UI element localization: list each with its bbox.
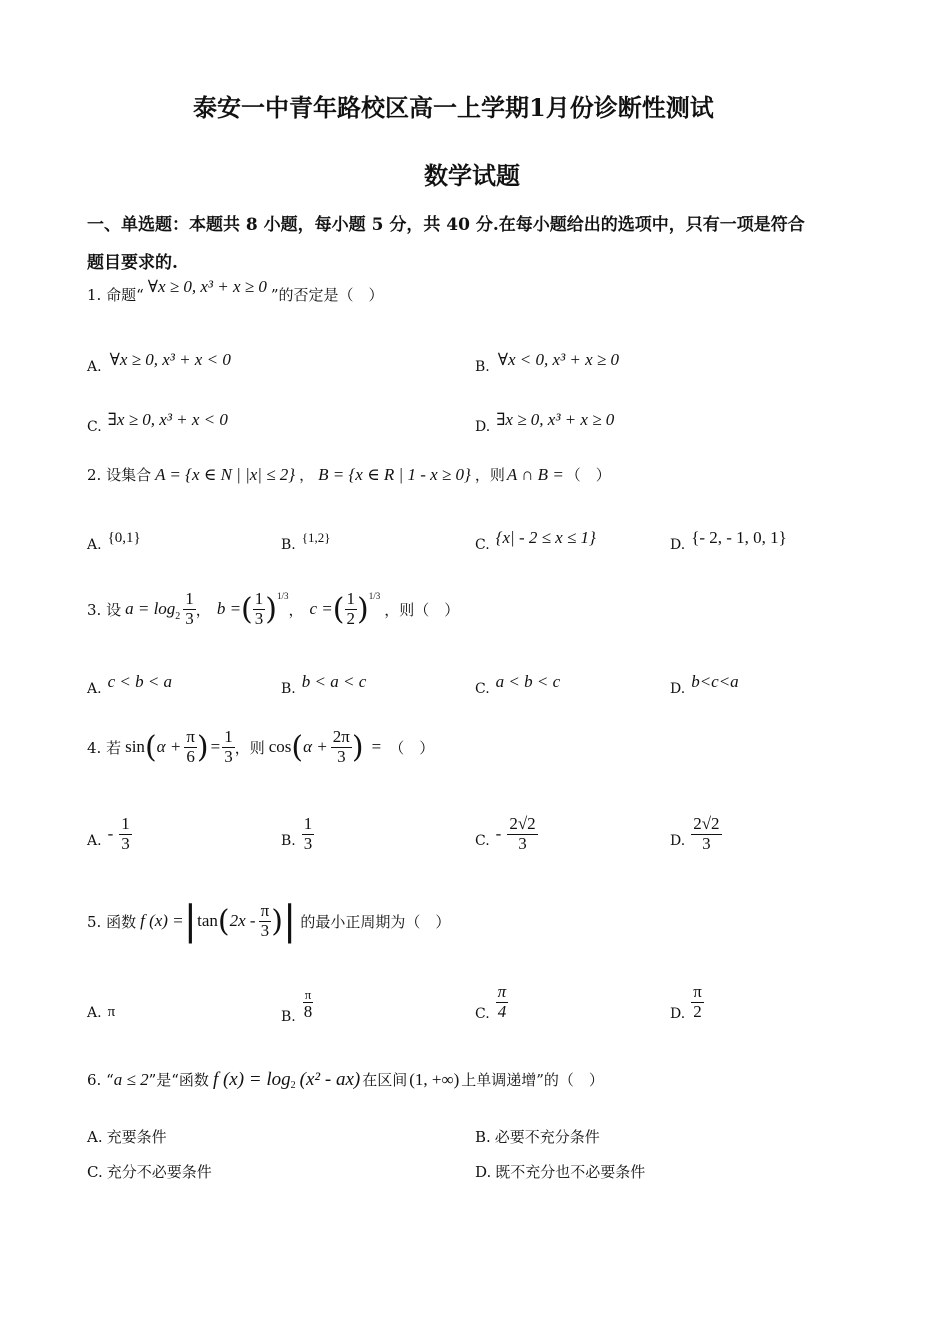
question-4: 4. 若 sin ( α + $\frac{\pi}{6}$ ) = $\frac{1}{3}$ ，则 cos ( α + $\frac{2\pi}{3}$ ) = （ ） bbox=[87, 727, 435, 766]
q6-interval: (1, +∞) bbox=[409, 1069, 460, 1089]
q1-option-c-text: ∃x ≥ 0, x³ + x < 0 bbox=[107, 410, 228, 429]
q4-option-b-fraction: $\frac{1}{3}$ bbox=[303, 814, 313, 853]
q2-option-a[interactable]: A. {0,1} bbox=[87, 529, 141, 553]
q6-option-b-text: 必要不充分条件 bbox=[494, 1128, 600, 1146]
q2-number: 2. 设集合 bbox=[87, 466, 152, 484]
q3-a-def: a = log bbox=[125, 599, 176, 619]
q3-option-b[interactable]: B. b < a < c bbox=[281, 672, 367, 697]
q6-option-a-text: 充要条件 bbox=[106, 1128, 167, 1146]
q4-option-a[interactable]: A. - $\frac{1}{3}$ bbox=[87, 814, 130, 853]
question-2: 2. 设集合 A = {x ∈ N | |x| ≤ 2} ， B = {x ∈ R | 1 - x ≥ 0} ，则 A ∩ B = （ ） bbox=[87, 464, 611, 484]
q3-option-a[interactable]: A. c < b < a bbox=[87, 672, 173, 697]
q2-option-c-text: {x| - 2 ≤ x ≤ 1} bbox=[495, 528, 596, 547]
q6-condition: a ≤ 2 bbox=[113, 1069, 149, 1089]
q4-pi-over-6: $\frac{\pi}{6}$ bbox=[186, 727, 195, 766]
q1-number: 1. 命题“ bbox=[87, 286, 144, 304]
q5-pi-over-3: $\frac{\pi}{3}$ bbox=[260, 900, 270, 940]
q3-option-d-text: b<c<a bbox=[691, 672, 739, 691]
q3-option-b-text: b < a < c bbox=[301, 672, 367, 691]
q6-option-c-text: 充分不必要条件 bbox=[106, 1163, 212, 1181]
q4-option-c-fraction: $\frac{2√2}{3}$ bbox=[509, 814, 536, 853]
q5-option-d[interactable]: D. $\frac{\pi}{2}$ bbox=[670, 981, 702, 1022]
q5-option-a[interactable]: A. π bbox=[87, 1004, 116, 1021]
q3-c-fraction: $\frac{1}{2}$ bbox=[346, 589, 356, 628]
q5-option-c[interactable]: C. $\frac{\pi}{4}$ bbox=[475, 981, 507, 1022]
q4-option-a-fraction: $\frac{1}{3}$ bbox=[121, 814, 130, 853]
q3-a-fraction: $\frac{1}{3}$ bbox=[185, 589, 194, 628]
q1-option-d-text: ∃x ≥ 0, x³ + x ≥ 0 bbox=[496, 410, 615, 429]
q2-option-a-text: {0,1} bbox=[107, 529, 141, 546]
q3-option-c-text: a < b < c bbox=[495, 672, 561, 691]
q5-option-c-fraction: $\frac{\pi}{4}$ bbox=[497, 981, 507, 1021]
q4-number: 4. 若 bbox=[87, 738, 122, 757]
section-instructions-line1: 一、单选题：本题共 8 小题，每小题 5 分，共 40 分.在每小题给出的选项中，只有一项是符合 bbox=[87, 215, 805, 235]
q1-tail: ”的否定是（ ） bbox=[270, 286, 384, 304]
q4-one-third: $\frac{1}{3}$ bbox=[224, 727, 233, 766]
section-instructions-line2: 题目要求的. bbox=[87, 253, 178, 273]
q5-option-b-fraction: $\frac{\pi}{8}$ bbox=[303, 987, 313, 1022]
q3-c-exponent: 1/3 bbox=[368, 591, 381, 602]
q1-option-c[interactable]: C. ∃x ≥ 0, x³ + x < 0 bbox=[87, 410, 228, 435]
q3-b-exponent: 1/3 bbox=[276, 591, 289, 602]
q5-option-b[interactable]: B. $\frac{\pi}{8}$ bbox=[281, 987, 313, 1025]
q1-option-d[interactable]: D. ∃x ≥ 0, x³ + x ≥ 0 bbox=[475, 410, 615, 435]
q3-option-a-text: c < b < a bbox=[107, 672, 173, 691]
q4-2pi-over-3: $\frac{2\pi}{3}$ bbox=[332, 727, 350, 766]
q1-option-b-text: ∀x < 0, x³ + x ≥ 0 bbox=[497, 350, 620, 369]
q2-option-d-text: {- 2, - 1, 0, 1} bbox=[691, 528, 787, 547]
q3-c-def: c = bbox=[309, 599, 333, 619]
q6-option-c[interactable]: C. 充分不必要条件 bbox=[87, 1162, 212, 1181]
q2-option-b[interactable]: B. {1,2} bbox=[281, 530, 331, 553]
q6-function: f (x) = log bbox=[212, 1068, 291, 1090]
q2-set-b: B = {x ∈ R | 1 - x ≥ 0} bbox=[318, 464, 471, 484]
q3-option-d[interactable]: D. b<c<a bbox=[670, 672, 739, 697]
q1-option-a-text: ∀x ≥ 0, x³ + x < 0 bbox=[109, 350, 231, 369]
q3-b-fraction: $\frac{1}{3}$ bbox=[254, 589, 264, 628]
q4-option-b[interactable]: B. $\frac{1}{3}$ bbox=[281, 814, 313, 853]
q2-option-c[interactable]: C. {x| - 2 ≤ x ≤ 1} bbox=[475, 528, 596, 553]
q5-option-a-text: π bbox=[107, 1004, 116, 1020]
q4-option-d-fraction: $\frac{2√2}{3}$ bbox=[693, 814, 720, 853]
q4-option-c[interactable]: C. - $\frac{2√2}{3}$ bbox=[475, 814, 536, 853]
q5-option-d-fraction: $\frac{\pi}{2}$ bbox=[693, 981, 702, 1021]
q4-option-d[interactable]: D. $\frac{2√2}{3}$ bbox=[670, 814, 720, 853]
q3-number: 3. 设 bbox=[87, 600, 122, 619]
q5-number: 5. 函数 bbox=[87, 912, 137, 931]
q1-statement: ∀x ≥ 0, x³ + x ≥ 0 bbox=[147, 276, 267, 296]
q6-option-d[interactable]: D. 既不充分也不必要条件 bbox=[475, 1162, 646, 1181]
q3-option-c[interactable]: C. a < b < c bbox=[475, 672, 561, 697]
q2-set-a: A = {x ∈ N | |x| ≤ 2} bbox=[155, 464, 296, 484]
q2-option-b-text: {1,2} bbox=[301, 530, 331, 545]
page-subtitle: 数学试题 bbox=[424, 161, 520, 190]
q3-b-def: b = bbox=[216, 599, 242, 619]
question-5: 5. 函数 f (x) = | tan ( 2x - $\frac{\pi}{3}$ ) | 的最小正周期为（ ） bbox=[87, 898, 451, 944]
q6-option-b[interactable]: B. 必要不充分条件 bbox=[475, 1127, 600, 1146]
question-1 bbox=[87, 276, 384, 305]
question-6: 6. “ a ≤ 2 ”是“函数 f (x) = log $_2$ (x² - ax) 在区间 (1, +∞) 上单调递增”的（ ） bbox=[87, 1068, 604, 1091]
q1-option-a[interactable]: A. ∀x ≥ 0, x³ + x < 0 bbox=[87, 350, 231, 375]
q6-option-a[interactable]: A. 充要条件 bbox=[87, 1127, 167, 1146]
q1-option-b[interactable]: B. ∀x < 0, x³ + x ≥ 0 bbox=[475, 350, 620, 375]
q6-number: 6. “ bbox=[87, 1070, 114, 1089]
q2-option-d[interactable]: D. {- 2, - 1, 0, 1} bbox=[670, 528, 787, 553]
page-title: 泰安一中青年路校区高一上学期1月份诊断性测试 bbox=[193, 93, 714, 122]
q6-argument: (x² - ax) bbox=[299, 1068, 361, 1090]
question-3: 3. 设 a = log $_2$ $\frac{1}{3}$ ， b = ( $\frac{1}{3}$ ) $^{1/3}$ ， c = ( $\frac{1}{2}$ ) $^{1/3}$ ，则（ ） bbox=[87, 589, 460, 628]
q6-option-d-text: 既不充分也不必要条件 bbox=[495, 1163, 646, 1181]
q2-ask: A ∩ B = bbox=[506, 464, 564, 484]
